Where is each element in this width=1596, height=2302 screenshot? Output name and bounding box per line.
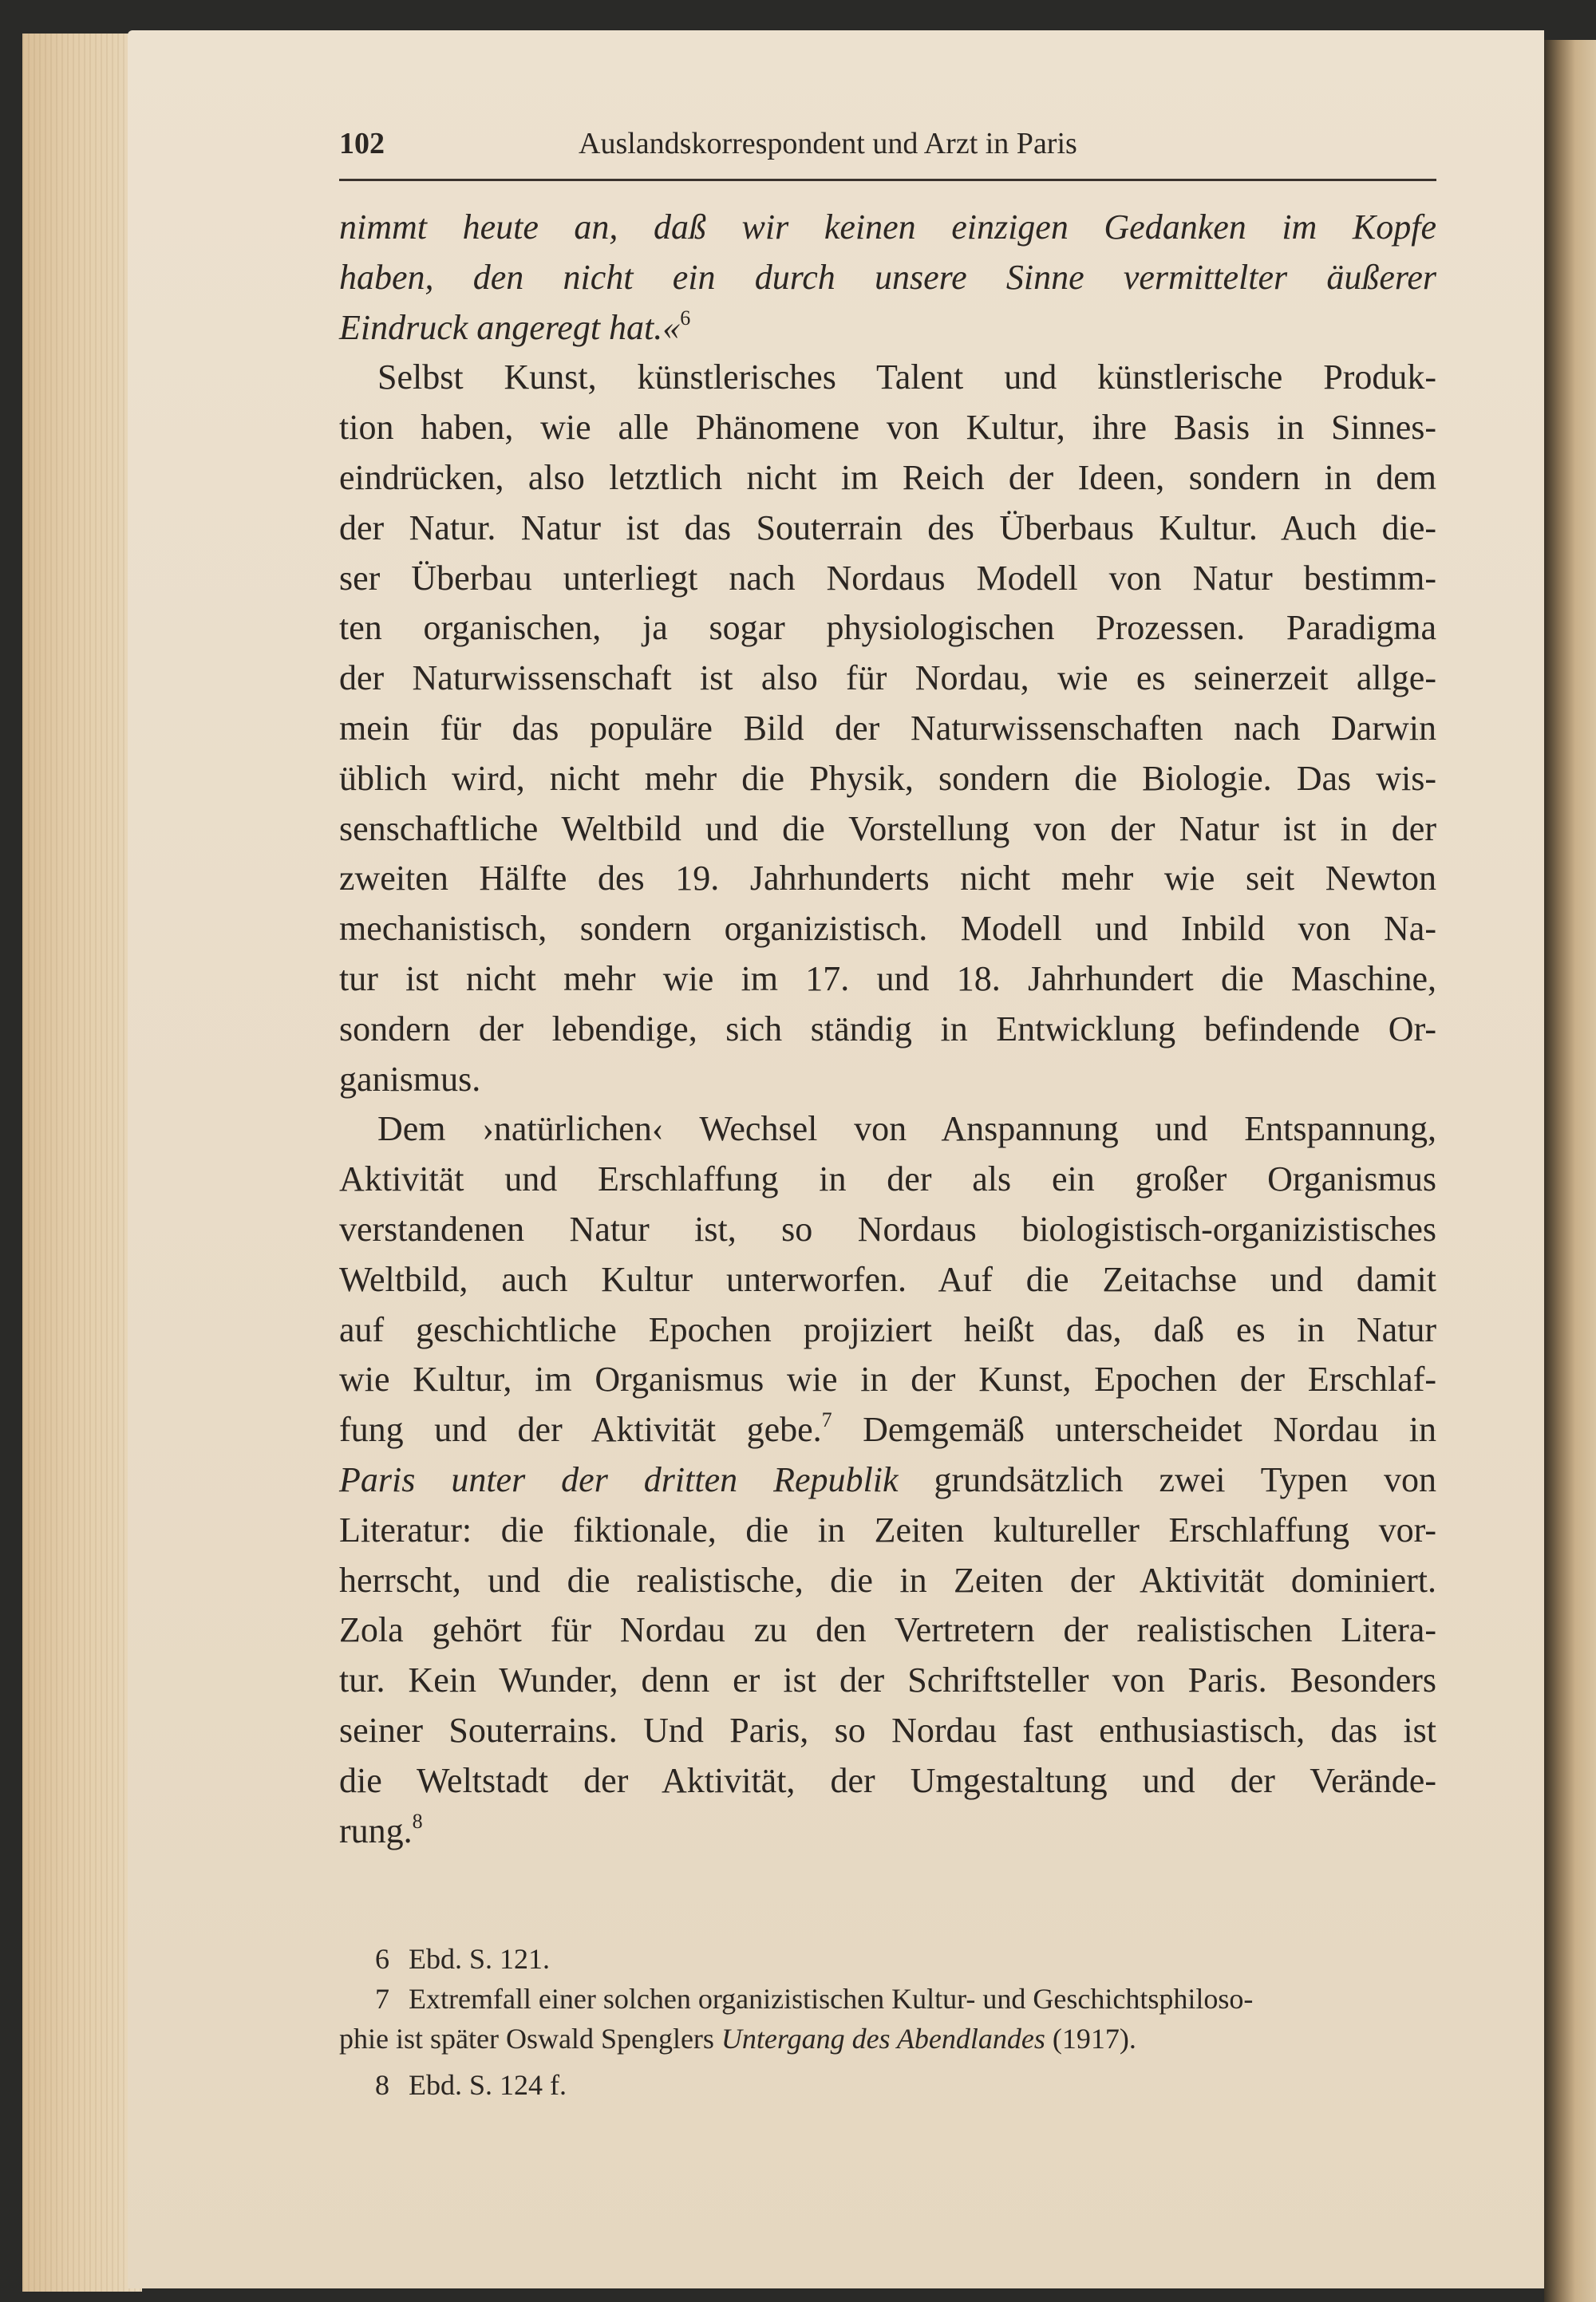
page-number: 102 [339, 127, 385, 160]
footnote-reference: 7 [821, 1408, 832, 1432]
body-text [339, 203, 1436, 1856]
text-line [339, 453, 1436, 503]
text-run: zweiten Hälfte des 19. Jahrhunderts nicht mehr wie seit Newton [339, 859, 1436, 898]
text-run: (1917). [1045, 2023, 1136, 2055]
text-line [339, 704, 1436, 754]
running-title: Auslandskorrespondent und Arzt in Paris [579, 127, 1077, 160]
text-run: fung und der Aktivität gebe. [339, 1410, 822, 1450]
text-line [339, 1155, 1436, 1205]
text-line [339, 1205, 1436, 1255]
text-line [339, 603, 1436, 653]
footnote [375, 1979, 1436, 2019]
text-run: tur. Kein Wunder, denn er ist der Schriftsteller von Paris. Besonders [339, 1660, 1436, 1700]
text-line [339, 1706, 1436, 1756]
text-run: tion haben, wie alle Phänomene von Kultur, ihre Basis in Sinnes- [339, 408, 1436, 448]
text-line [339, 954, 1436, 1005]
text-line [339, 303, 1436, 353]
text-line [339, 804, 1436, 855]
text-run: tur ist nicht mehr wie im 17. und 18. Jahrhundert die Maschine, [339, 958, 1436, 998]
text-run: mechanistisch, sondern organizistisch. Modell und Inbild von Na- [339, 909, 1436, 949]
italic-text: Untergang des Abendlandes [721, 2023, 1045, 2055]
text-run: seiner Souterrains. Und Paris, so Nordau fast enthusiastisch, das ist [339, 1710, 1436, 1750]
italic-text: Paris unter der dritten Republik [339, 1459, 899, 1499]
text-run: rung. [339, 1810, 413, 1850]
footnote-number: 8 [375, 2069, 389, 2101]
italic-text: nimmt heute an, daß wir keinen einzigen Gedanken im Kopfe [339, 207, 1436, 247]
text-run: der Naturwissenschaft ist also für Nordau, wie es seinerzeit allge- [339, 658, 1436, 698]
text-line [339, 253, 1436, 303]
footnote-reference: 8 [412, 1809, 423, 1833]
text-line [339, 1605, 1436, 1656]
text-run: Ebd. S. 124 f. [409, 2069, 567, 2101]
text-run: Extremfall einer solchen organizistischen Kultur- und Geschichtsphiloso- [409, 1983, 1254, 2015]
text-line [339, 904, 1436, 954]
footnotes [339, 1939, 1436, 2105]
text-run: Aktivität und Erschlaffung in der als ein großer Organismus [339, 1159, 1436, 1199]
text-line [339, 1405, 1436, 1455]
text-run: die Weltstadt der Aktivität, der Umgestaltung und der Verände- [339, 1760, 1436, 1800]
text-line [339, 353, 1436, 403]
text-run: eindrücken, also letztlich nicht im Reich der Ideen, sondern in dem [339, 457, 1436, 497]
italic-text: Eindruck angeregt hat.« [339, 307, 681, 347]
text-line [339, 653, 1436, 704]
text-run: verstandenen Natur ist, so Nordaus biologistisch-organizistisches [339, 1209, 1436, 1249]
facing-page-edge [1544, 40, 1596, 2302]
footnote-number: 7 [375, 1983, 389, 2015]
text-run: phie ist später Oswald Spenglers [339, 2023, 721, 2055]
footnote [375, 2065, 1436, 2105]
text-run: Demgemäß unterscheidet Nordau in [832, 1410, 1436, 1450]
text-run: Selbst Kunst, künstlerisches Talent und künstlerische Produk- [377, 357, 1436, 397]
text-line [339, 1055, 1436, 1105]
text-line [339, 1455, 1436, 1506]
text-run: üblich wird, nicht mehr die Physik, sondern die Biologie. Das wis- [339, 758, 1436, 798]
text-line [339, 203, 1436, 253]
page-stack-edge [22, 34, 142, 2292]
text-line [339, 1506, 1436, 1556]
text-line [339, 554, 1436, 604]
text-run: sondern der lebendige, sich ständig in Entwicklung befindende Or- [339, 1009, 1436, 1048]
text-line [339, 1806, 1436, 1857]
text-run: Literatur: die fiktionale, die in Zeiten kultureller Erschlaffung vor- [339, 1510, 1436, 1550]
text-line [339, 754, 1436, 804]
text-line [339, 1656, 1436, 1706]
text-run: Zola gehört für Nordau zu den Vertretern der realistischen Litera- [339, 1610, 1436, 1650]
text-run: grundsätzlich zwei Typen von [898, 1459, 1437, 1499]
text-line [339, 1104, 1436, 1155]
text-run: Dem ›natürlichen‹ Wechsel von Anspannung und Entspannung, [377, 1109, 1436, 1149]
footnote [375, 1939, 1436, 1979]
text-run: herrscht, und die realistische, die in Zeiten der Aktivität dominiert. [339, 1560, 1436, 1600]
text-run: ten organischen, ja sogar physiologischen Prozessen. Paradigma [339, 608, 1436, 648]
text-line [339, 854, 1436, 904]
text-line [339, 1355, 1436, 1405]
text-line [339, 1255, 1436, 1305]
text-line [339, 1556, 1436, 1606]
footnote-reference: 6 [680, 306, 691, 330]
text-run: mein für das populäre Bild der Naturwissenschaften nach Darwin [339, 708, 1436, 748]
text-run: Ebd. S. 121. [409, 1943, 551, 1975]
text-run: ser Überbau unterliegt nach Nordaus Modell von Natur bestimm- [339, 558, 1436, 598]
italic-text: haben, den nicht ein durch unsere Sinne vermittelter äußerer [339, 257, 1436, 297]
footnote [339, 2019, 1436, 2059]
text-line [339, 403, 1436, 453]
text-run: wie Kultur, im Organismus wie in der Kunst, Epochen der Erschlaf- [339, 1360, 1436, 1400]
text-line [339, 1005, 1436, 1055]
footnote-number: 6 [375, 1943, 389, 1975]
text-run: auf geschichtliche Epochen projiziert heißt das, daß es in Natur [339, 1309, 1436, 1349]
text-line [339, 1305, 1436, 1356]
running-header [339, 126, 1436, 166]
text-line [339, 503, 1436, 554]
header-rule [339, 179, 1436, 181]
text-line [339, 1756, 1436, 1806]
text-run: der Natur. Natur ist das Souterrain des Überbaus Kultur. Auch die- [339, 507, 1436, 547]
text-run: senschaftliche Weltbild und die Vorstellung von der Natur ist in der [339, 808, 1436, 848]
text-run: ganismus. [339, 1059, 481, 1099]
text-run: Weltbild, auch Kultur unterworfen. Auf die Zeitachse und damit [339, 1259, 1436, 1299]
